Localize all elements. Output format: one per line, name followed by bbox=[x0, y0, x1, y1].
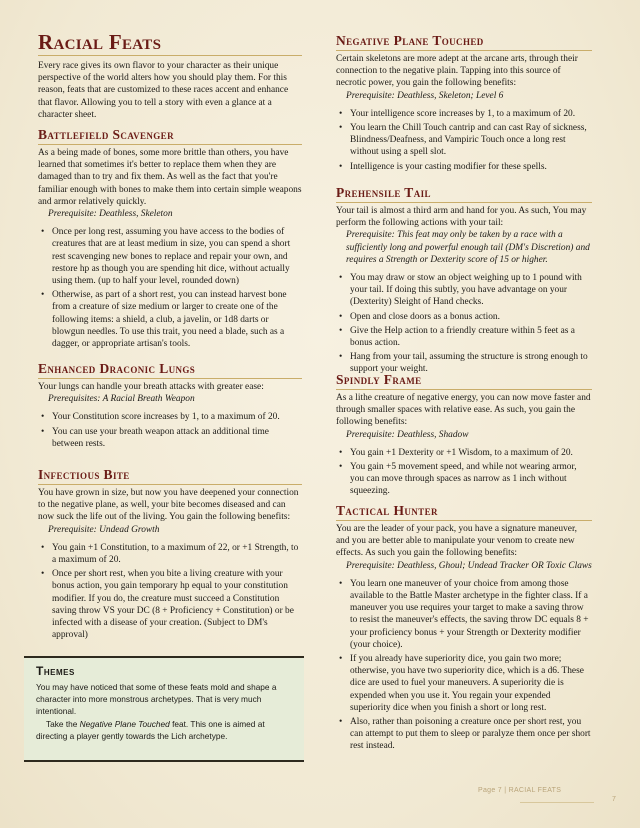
battlefield-list bbox=[38, 226, 302, 350]
heading-negative-plane-touched: Negative Plane Touched bbox=[336, 33, 592, 51]
tail-prereq: Prerequisite: This feat may only be taken by a race with a sufficiently long and powerful enough tail (DM's Discretion) and requires a Strength or Dexterity score of 15 or higher. bbox=[346, 230, 590, 265]
themes-heading: Themes bbox=[36, 664, 75, 678]
list-item: • Open and close doors as a bonus action. bbox=[336, 311, 592, 323]
lungs-list bbox=[38, 411, 302, 450]
section-enhanced-draconic-lungs bbox=[38, 381, 302, 452]
lungs-body: Your lungs can handle your breath attacks with greater ease: bbox=[38, 382, 264, 392]
negative-body: Certain skeletons are more adept at the arcane arts, through their connection to the negative plain. Tapping into this source of necrotic power, you gain the following benefits: bbox=[336, 54, 578, 89]
section-negative-plane-touched bbox=[336, 53, 592, 175]
battlefield-body: As a being made of bones, some more brittle than others, you have learned that sometimes it's better to replace them when they are damaged than to try and fix them. As well as the fact that you're familiar enough with bones to make them into certain simple weapons and armor relatively quickly. bbox=[38, 148, 302, 207]
list-item: • Once per short rest, when you bite a living creature with your bonus action, you gain temporary hp equal to your constitution modifier. If you do, the creature must succeed a Constitution saving throw VS your DC (8 + Proficiency + Constitution) or be infected with a disease of your creation. (Subject to DM's approval) bbox=[38, 568, 302, 641]
list-item: • Otherwise, as part of a short rest, you can instead harvest bone from a creature of size medium or larger to create one of the following items: a shield, a club, a javelin, or 1d8 darts or blowgun needles. To use this trait, you need a blade, such as a dagger, or appropriate artisan's tools. bbox=[38, 289, 302, 350]
section-battlefield-scavenger bbox=[38, 147, 302, 352]
heading-enhanced-draconic-lungs: Enhanced Draconic Lungs bbox=[38, 361, 302, 379]
bite-list bbox=[38, 542, 302, 642]
tail-list bbox=[336, 272, 592, 376]
page-title: Racial Feats bbox=[38, 30, 162, 54]
section-infectious-bite bbox=[38, 487, 302, 643]
spindly-prereq: Prerequisite: Deathless, Shadow bbox=[346, 429, 469, 440]
spindly-body: As a lithe creature of negative energy, you can now move faster and through smaller spaces with relative ease. As such, you gain the following benefits: bbox=[336, 393, 591, 428]
tactical-body: You are the leader of your pack, you have a signature maneuver, and you are better able to manipulate your venom to create new effects. As such you gain the following benefits: bbox=[336, 524, 578, 559]
list-item: • Also, rather than poisoning a creature once per short rest, you can attempt to put them to sleep or paralyze them once per short rest instead. bbox=[336, 716, 592, 753]
section-tactical-hunter bbox=[336, 523, 592, 755]
bite-prereq: Prerequisite: Undead Growth bbox=[48, 524, 160, 535]
footer-divider bbox=[520, 802, 594, 803]
bite-body: You have grown in size, but now you have deepened your connection to the negative plane, as well, your bite becomes diseased and can now suck the life out of the living. You gain the following benefits: bbox=[38, 488, 299, 523]
spindly-list bbox=[336, 447, 592, 498]
list-item: • Once per long rest, assuming you have access to the bodies of creatures that are at least medium in size, you can spend a short rest scavenging new bones to replace and repair your own, and restore hp as though you are spending hit dice, without actually using them. (up to half your level, rounded down) bbox=[38, 226, 302, 287]
themes-body-2 bbox=[36, 718, 296, 742]
themes-sidebar bbox=[24, 656, 304, 762]
lungs-prereq: Prerequisites: A Racial Breath Weapon bbox=[48, 394, 195, 405]
list-item: • Your Constitution score increases by 1, to a maximum of 20. bbox=[38, 411, 302, 423]
heading-spindly-frame: Spindly Frame bbox=[336, 372, 592, 390]
tactical-list bbox=[336, 578, 592, 753]
heading-tactical-hunter: Tactical Hunter bbox=[336, 503, 592, 521]
page-footer: Page 7 | RACIAL FEATS bbox=[478, 787, 562, 794]
list-item: • Give the Help action to a friendly creature within 5 feet as a bonus action. bbox=[336, 325, 592, 349]
list-item: • You learn one maneuver of your choice from among those available to the Battle Master archetype in the fighter class. If a maneuver you use requires your target to make a saving throw to resist the maneuver's effects, the saving throw DC equals 8 + your proficiency bonus + your Strength or Dexterity modifier (your choice). bbox=[336, 578, 592, 651]
page-number: 7 bbox=[612, 796, 616, 803]
list-item: • You learn the Chill Touch cantrip and can cast Ray of sickness, Blindness/Deafness, and Vampiric Touch once a long rest without using a spell slot. bbox=[336, 122, 592, 159]
themes-feat-name: Negative Plane Touched bbox=[79, 718, 170, 729]
themes-body-2-post: feat. This one is aimed at directing a player gently towards the Lich archetype. bbox=[36, 718, 265, 741]
list-item: • Intelligence is your casting modifier for these spells. bbox=[336, 161, 592, 173]
themes-body: You may have noticed that some of these feats mold and shape a character into more monstrous archetypes. That is very much intentional. bbox=[36, 682, 277, 717]
heading-battlefield-scavenger: Battlefield Scavenger bbox=[38, 127, 302, 145]
section-prehensile-tail bbox=[336, 205, 592, 378]
heading-infectious-bite: Infectious Bite bbox=[38, 467, 302, 485]
tail-body: Your tail is almost a third arm and hand for you. As such, You may perform the following actions with your tail: bbox=[336, 206, 587, 229]
negative-list bbox=[336, 108, 592, 173]
list-item: • You gain +1 Dexterity or +1 Wisdom, to a maximum of 20. bbox=[336, 447, 592, 459]
negative-prereq: Prerequisite: Deathless, Skeleton; Level 6 bbox=[346, 90, 504, 101]
list-item: • You may draw or stow an object weighing up to 1 pound with your tail. If doing this subtly, you have advantage on your (Dexterity) Sleight of Hand checks. bbox=[336, 272, 592, 309]
tactical-prereq: Prerequisite: Deathless, Ghoul; Undead Tracker OR Toxic Claws bbox=[346, 560, 592, 571]
themes-body-2-pre: Take the bbox=[46, 718, 80, 729]
heading-prehensile-tail: Prehensile Tail bbox=[336, 185, 592, 203]
list-item: • Hang from your tail, assuming the structure is strong enough to support your weight. bbox=[336, 351, 592, 375]
intro-text: Every race gives its own flavor to your character as their unique perspective of the world alters how you should play them. For this reason, feats that are customized to these races accent and enhance that flavor. Allowing you to tell a story with even a glance at a character sheet. bbox=[38, 61, 289, 120]
list-item: • Your intelligence score increases by 1, to a maximum of 20. bbox=[336, 108, 592, 120]
list-item: • You gain +1 Constitution, to a maximum of 22, or +1 Strength, to a maximum of 20. bbox=[38, 542, 302, 566]
list-item: • You can use your breath weapon attack an additional time between rests. bbox=[38, 426, 302, 450]
battlefield-prereq: Prerequisite: Deathless, Skeleton bbox=[48, 209, 173, 220]
section-spindly-frame bbox=[336, 392, 592, 500]
title-divider bbox=[38, 55, 302, 56]
list-item: • If you already have superiority dice, you gain two more; otherwise, you have two superiority dice, which is a d6. These dice are used to fuel your maneuvers. A superiority die is expended when you use it. You regain your expended superiority dice when you finish a short or long rest. bbox=[336, 653, 592, 714]
list-item: • You gain +5 movement speed, and while not wearing armor, you can move through spaces as narrow as 1 inch without squeezing. bbox=[336, 461, 592, 498]
